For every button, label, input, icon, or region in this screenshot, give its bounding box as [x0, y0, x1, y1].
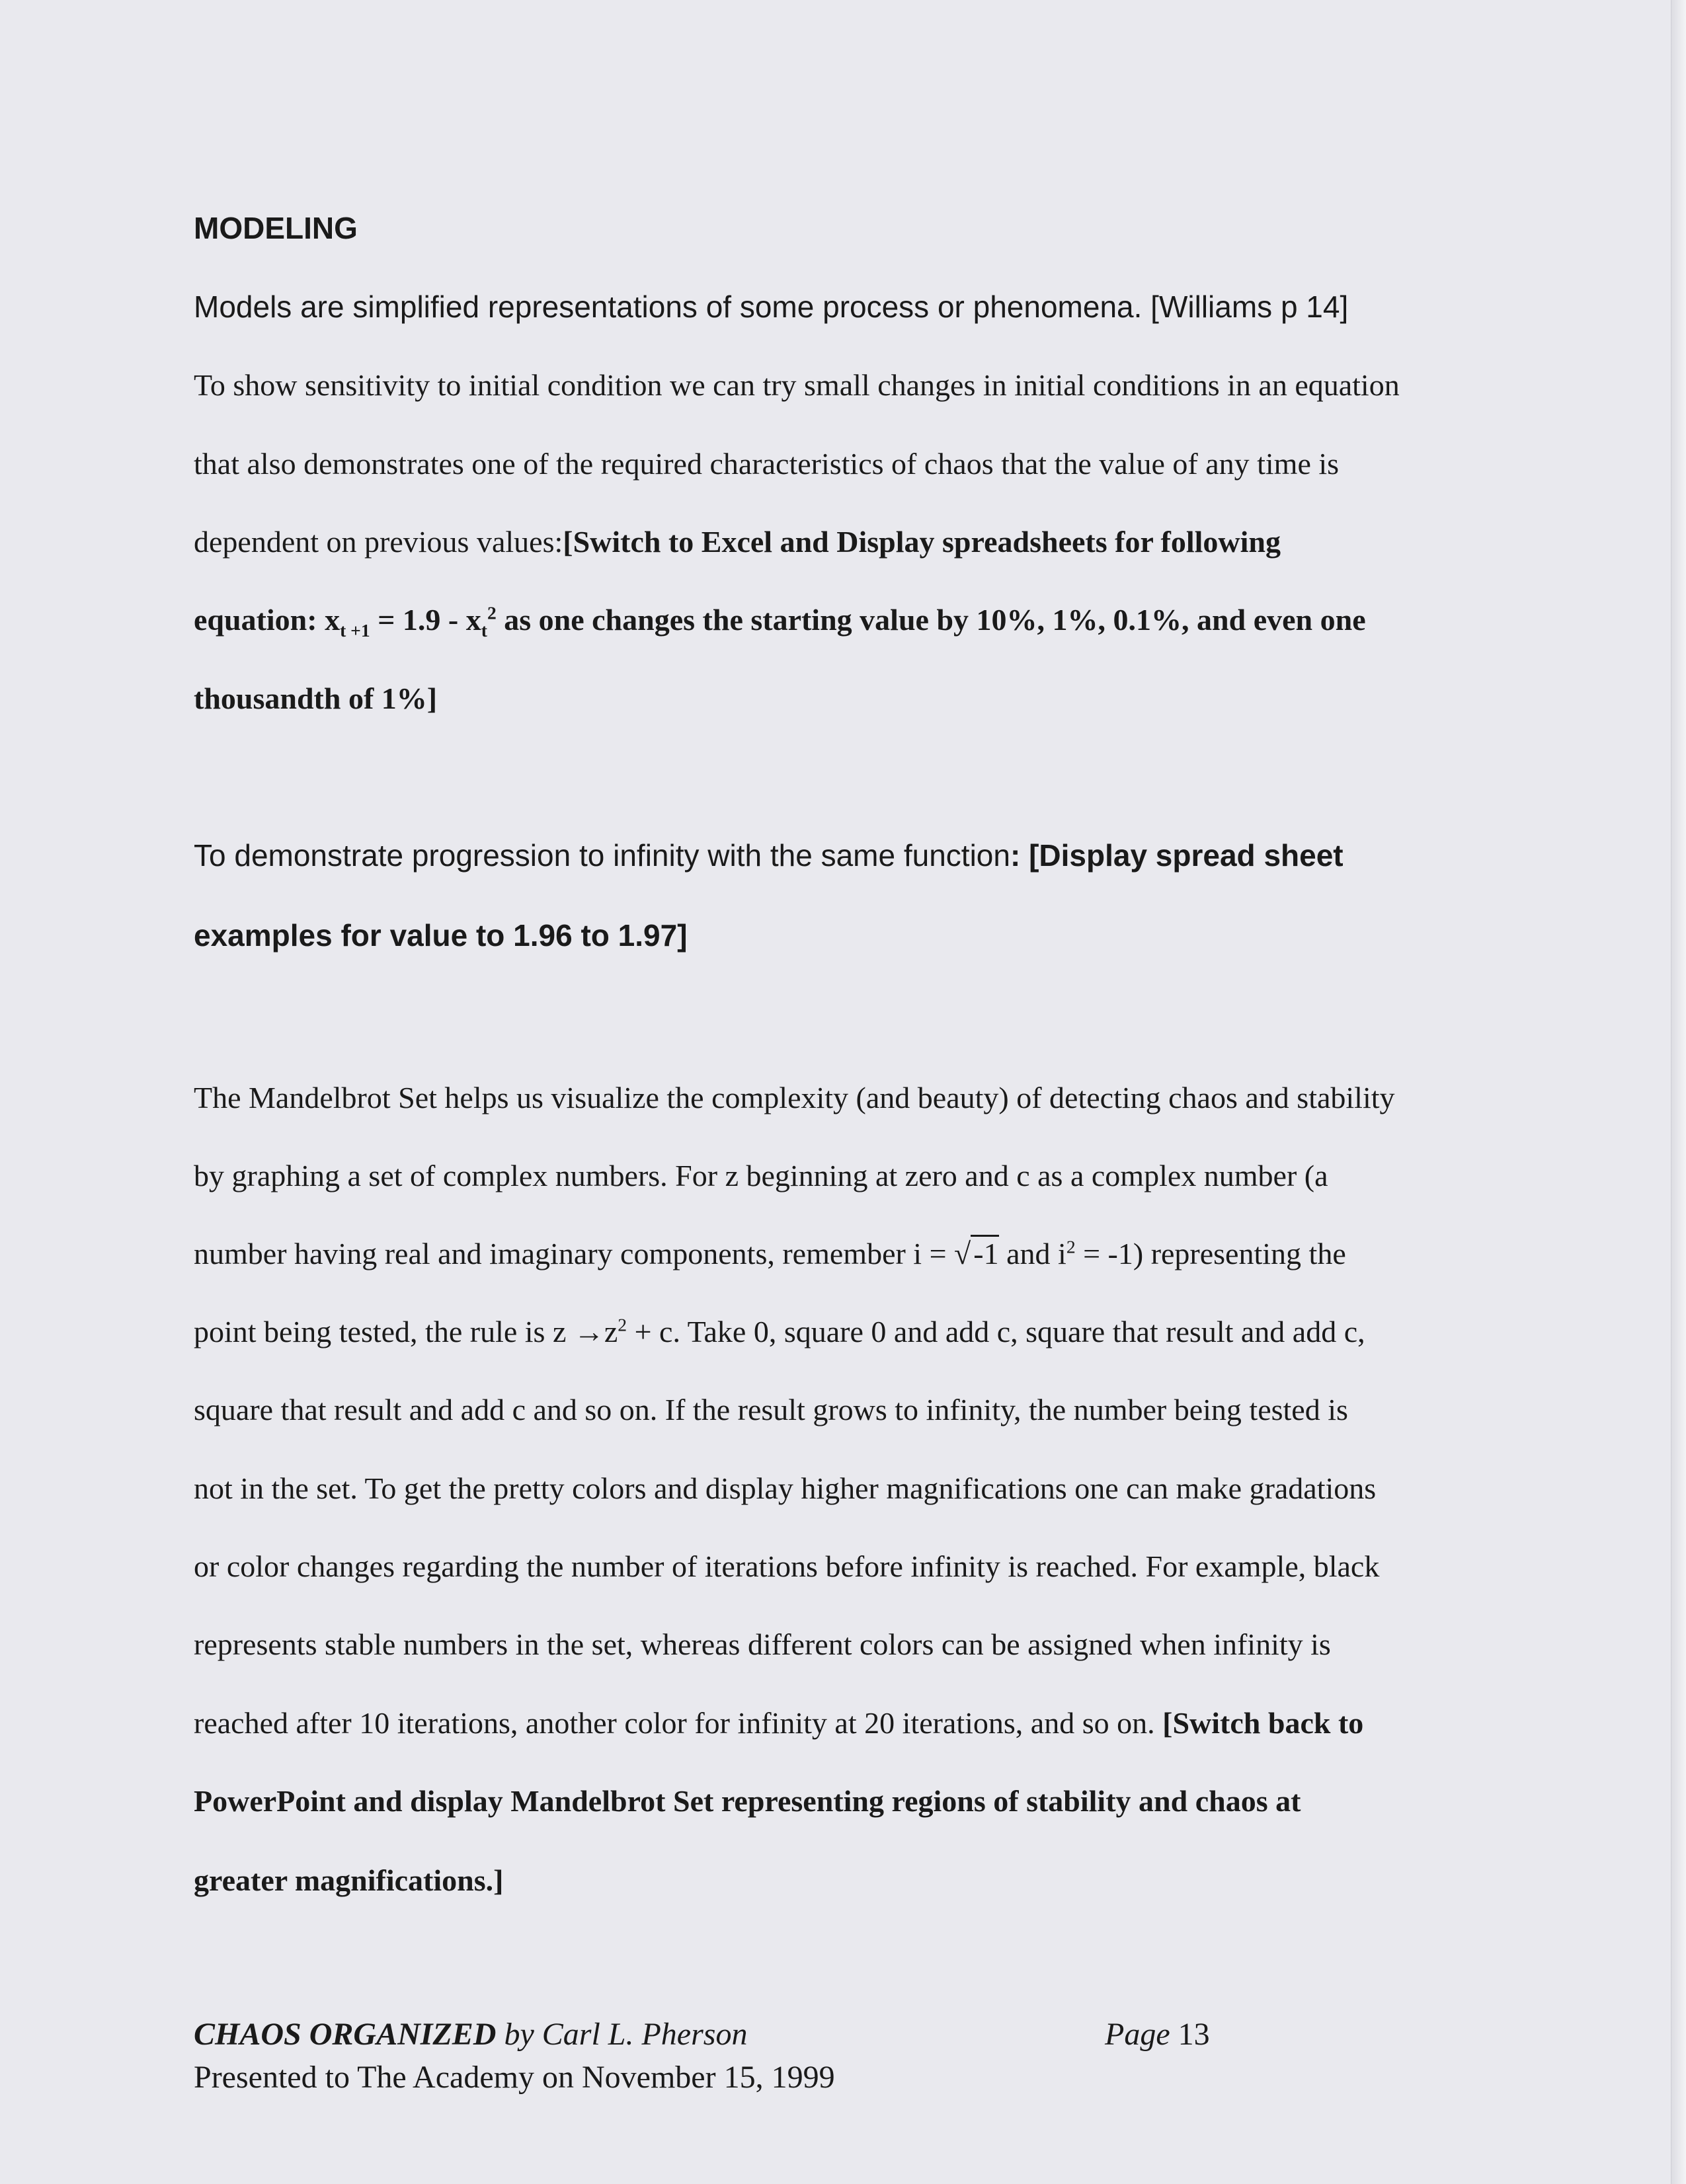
instruction-text: [Switch back to	[1162, 1706, 1364, 1740]
paragraph-sensitivity-line-1: To show sensitivity to initial condition we can try small changes in initial conditions in an equation	[194, 368, 1400, 402]
footer-presented: Presented to The Academy on November 15, 1999	[194, 2060, 835, 2095]
square-root-icon: √	[954, 1237, 971, 1270]
text-plain: reached after 10 iterations, another color for infinity at 20 iterations, and so on.	[194, 1706, 1163, 1740]
instruction-text: : [Display spread sheet	[1010, 838, 1344, 873]
equation-mid: = 1.9 - x	[370, 603, 481, 637]
paragraph-mandelbrot-line-3	[194, 1236, 1346, 1271]
paragraph-mandelbrot-line-4	[194, 1314, 1365, 1349]
paragraph-mandelbrot-line-10: PowerPoint and display Mandelbrot Set representing regions of stability and chaos at	[194, 1784, 1301, 1818]
paragraph-mandelbrot-line-11: greater magnifications.]	[194, 1863, 504, 1897]
paragraph-mandelbrot-line-1: The Mandelbrot Set helps us visualize the complexity (and beauty) of detecting chaos and stability	[194, 1081, 1395, 1114]
text-plain: number having real and imaginary components, remember i =	[194, 1237, 955, 1270]
paragraph-mandelbrot-line-5: square that result and add c and so on. If the result grows to infinity, the number being tested is	[194, 1393, 1348, 1426]
page-edge	[1671, 0, 1686, 2184]
superscript-2: 2	[1066, 1236, 1076, 1257]
text-plain: = -1) representing the	[1075, 1237, 1346, 1270]
instruction-text: [Switch to Excel and Display spreadsheets for following	[563, 525, 1281, 559]
text-plain: z	[604, 1315, 618, 1348]
page-number-value: 13	[1178, 2017, 1210, 2052]
text-plain: To demonstrate progression to infinity with the same function	[194, 838, 1010, 873]
paragraph-mandelbrot-line-8: represents stable numbers in the set, whereas different colors can be assigned when infinity is	[194, 1627, 1331, 1661]
text-plain: dependent on previous values:	[194, 525, 563, 559]
equation-x: x	[325, 603, 341, 637]
text-plain: and i	[998, 1237, 1066, 1270]
footer-title: CHAOS ORGANIZED	[194, 2017, 497, 2052]
paragraph-mandelbrot-line-6: not in the set. To get the pretty colors and display higher magnifications one can make gradations	[194, 1471, 1377, 1505]
page-number	[1105, 2016, 1210, 2052]
paragraph-mandelbrot-line-9	[194, 1705, 1363, 1740]
paragraph-mandelbrot-line-2: by graphing a set of complex numbers. For z beginning at zero and c as a complex number (a	[194, 1159, 1328, 1192]
footer-title-line	[194, 2016, 747, 2052]
equation-superscript-2: 2	[487, 602, 497, 623]
square-root-expression	[954, 1236, 999, 1271]
text-plain: + c. Take 0, square 0 and add c, square that result and add c,	[627, 1315, 1365, 1348]
footer-byline: by Carl L. Pherson	[496, 2017, 748, 2052]
equation-suffix: as one changes the starting value by 10%, 1%, 0.1%, and even one	[496, 603, 1366, 637]
text-plain: point being tested, the rule is z	[194, 1315, 574, 1348]
equation-subscript-t: t	[481, 620, 487, 641]
page-label: Page	[1105, 2017, 1170, 2052]
paragraph-sensitivity-line-5: thousandth of 1%]	[194, 682, 438, 715]
paragraph-infinity-line-2: examples for value to 1.96 to 1.97]	[194, 918, 688, 953]
paragraph-sensitivity-line-3	[194, 524, 1281, 559]
paragraph-mandelbrot-line-7: or color changes regarding the number of iterations before infinity is reached. For example, black	[194, 1549, 1380, 1583]
superscript-2: 2	[618, 1314, 627, 1335]
radicand: -1	[971, 1235, 998, 1270]
section-heading: MODELING	[194, 211, 358, 245]
equation-subscript-t-plus-1: t +1	[340, 620, 370, 641]
equation-label: equation:	[194, 603, 325, 637]
arrow-right-icon: →	[573, 1315, 604, 1348]
equation-line	[194, 602, 1366, 641]
paragraph-infinity-line-1	[194, 838, 1344, 873]
paragraph-models: Models are simplified representations of some process or phenomena. [Williams p 14]	[194, 290, 1349, 324]
paragraph-sensitivity-line-2: that also demonstrates one of the required characteristics of chaos that the value of any time is	[194, 447, 1340, 481]
